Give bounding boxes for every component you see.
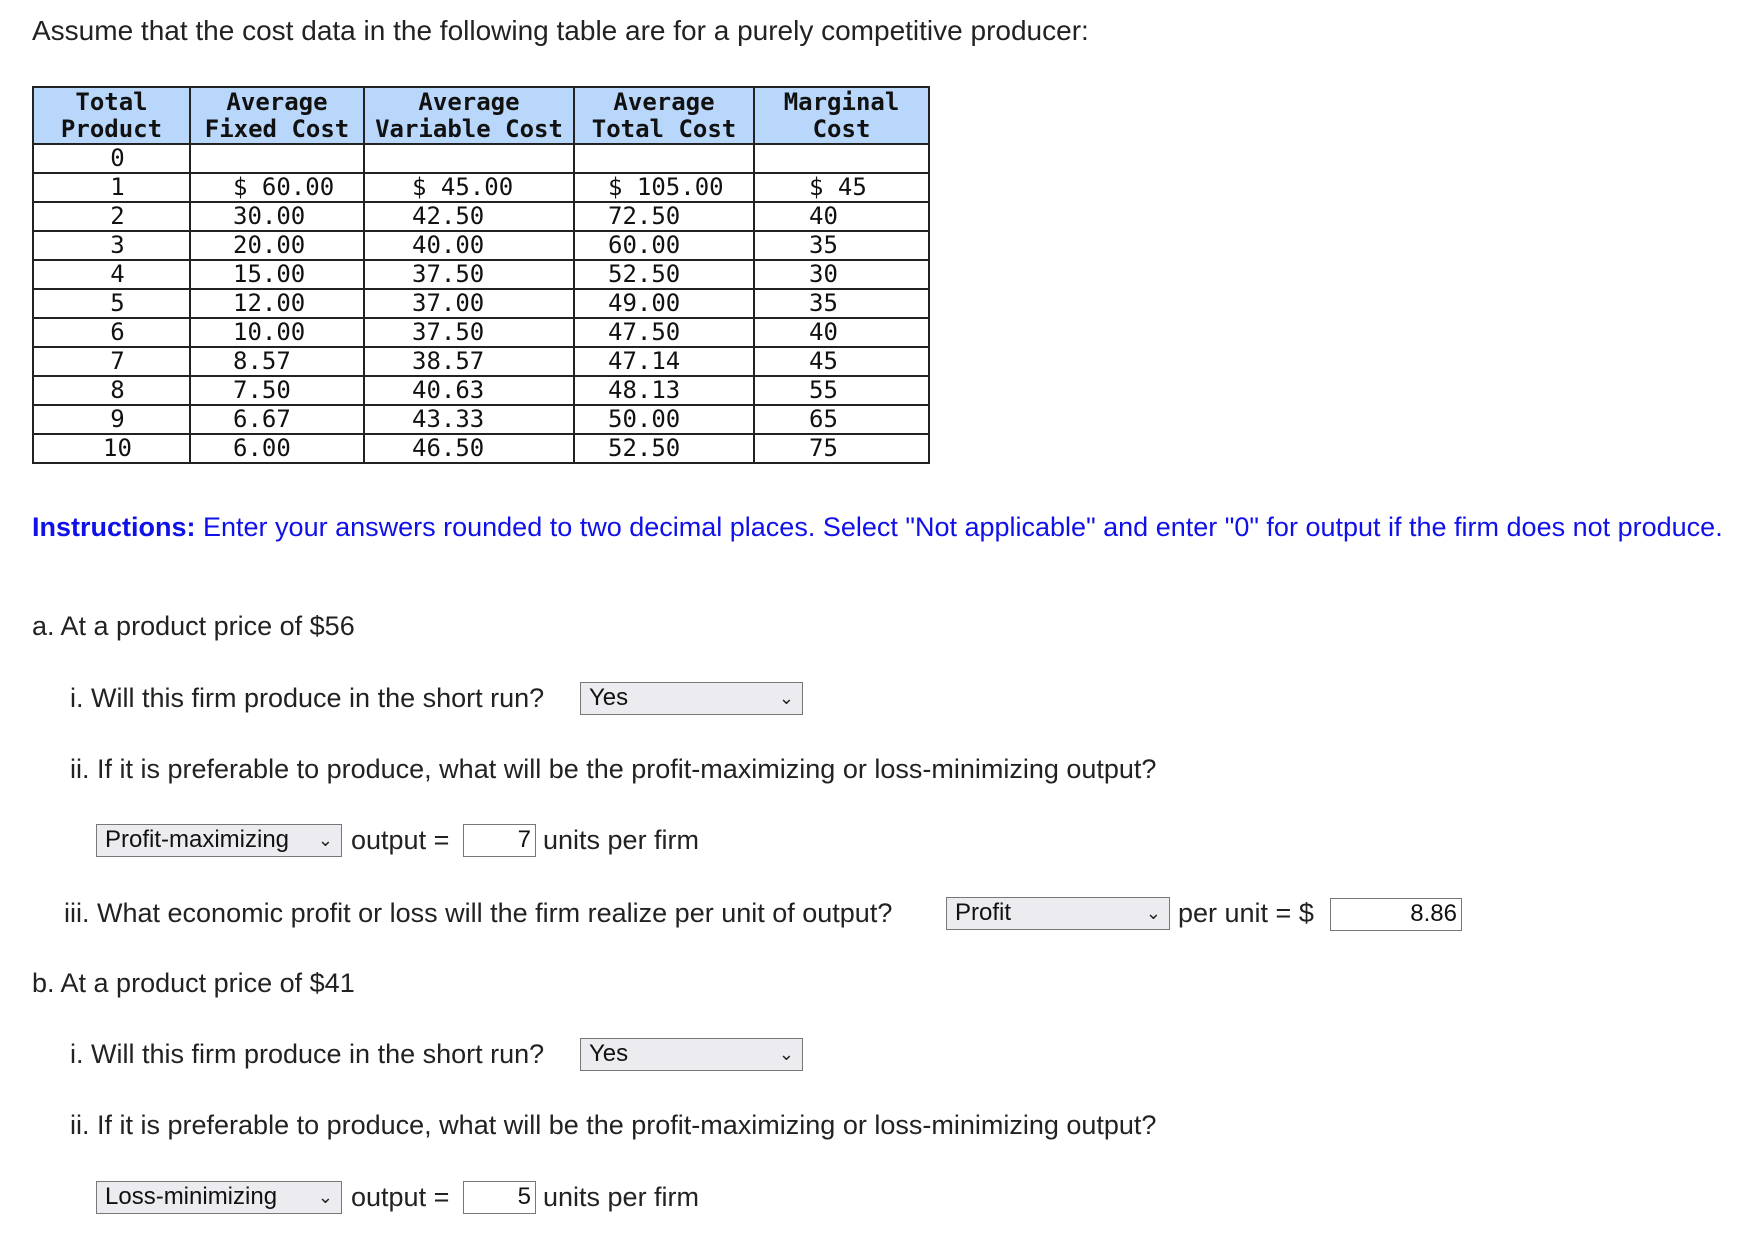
chevron-down-icon: ⌄ <box>778 688 794 708</box>
cell-average-variable-cost <box>364 144 574 173</box>
part-b-units-label: units per firm <box>543 1182 700 1212</box>
cell-average-fixed-cost: 30.00 <box>190 202 364 231</box>
intro-text: Assume that the cost data in the following table are for a purely competitive producer: <box>32 15 1089 46</box>
cell-average-total-cost <box>574 144 754 173</box>
table-row <box>33 260 929 289</box>
cell-average-fixed-cost: 6.67 <box>190 405 364 434</box>
cell-average-fixed-cost: 10.00 <box>190 318 364 347</box>
cell-average-fixed-cost: 20.00 <box>190 231 364 260</box>
instructions-label: Instructions: <box>32 512 196 542</box>
cell-marginal-cost: 55 <box>754 376 929 405</box>
cell-average-variable-cost: 46.50 <box>364 434 574 463</box>
part-b-output-type-select[interactable] <box>96 1181 342 1214</box>
cell-average-fixed-cost: 12.00 <box>190 289 364 318</box>
cell-average-variable-cost: 38.57 <box>364 347 574 376</box>
cell-average-fixed-cost: $ 60.00 <box>190 173 364 202</box>
part-a-q1-text: i. Will this firm produce in the short run? <box>70 683 545 713</box>
table-row <box>33 347 929 376</box>
cell-marginal-cost: 65 <box>754 405 929 434</box>
cell-total-product: 3 <box>33 231 190 260</box>
cell-average-total-cost: $ 105.00 <box>574 173 754 202</box>
part-a-output-input[interactable]: 7 <box>463 824 536 857</box>
cell-marginal-cost: 45 <box>754 347 929 376</box>
cell-total-product: 8 <box>33 376 190 405</box>
part-a-output-type-value: Profit-maximizing <box>105 826 290 853</box>
table-row <box>33 231 929 260</box>
cell-average-total-cost: 47.50 <box>574 318 754 347</box>
part-a-units-label: units per firm <box>543 825 700 855</box>
part-a-produce-select[interactable] <box>580 682 803 715</box>
cell-total-product: 2 <box>33 202 190 231</box>
header-average-variable-cost: Average Variable Cost <box>364 87 574 144</box>
part-b-heading: b. At a product price of $41 <box>32 968 355 998</box>
cell-average-total-cost: 50.00 <box>574 405 754 434</box>
cell-average-variable-cost: 42.50 <box>364 202 574 231</box>
part-b-output-input[interactable]: 5 <box>463 1181 536 1214</box>
cell-marginal-cost: 75 <box>754 434 929 463</box>
part-a-q2-text: ii. If it is preferable to produce, what will be the profit-maximizing or loss-minimizing output? <box>70 754 1157 784</box>
header-marginal-cost: Marginal Cost <box>754 87 929 144</box>
instructions <box>32 510 1732 545</box>
cell-marginal-cost: 40 <box>754 202 929 231</box>
cell-average-total-cost: 60.00 <box>574 231 754 260</box>
chevron-down-icon: ⌄ <box>1145 903 1161 923</box>
cell-average-variable-cost: 43.33 <box>364 405 574 434</box>
part-b-q1-text: i. Will this firm produce in the short run? <box>70 1039 545 1069</box>
part-a-per-unit-input[interactable]: 8.86 <box>1330 898 1462 931</box>
header-average-fixed-cost: Average Fixed Cost <box>190 87 364 144</box>
table-row <box>33 376 929 405</box>
cell-average-variable-cost: 40.63 <box>364 376 574 405</box>
cell-total-product: 4 <box>33 260 190 289</box>
cell-average-fixed-cost: 15.00 <box>190 260 364 289</box>
header-average-total-cost: Average Total Cost <box>574 87 754 144</box>
cell-average-variable-cost: 37.50 <box>364 318 574 347</box>
cell-marginal-cost <box>754 144 929 173</box>
cell-average-variable-cost: 37.00 <box>364 289 574 318</box>
cell-total-product: 1 <box>33 173 190 202</box>
part-b-q2-text: ii. If it is preferable to produce, what will be the profit-maximizing or loss-minimizing output? <box>70 1110 1157 1140</box>
chevron-down-icon: ⌄ <box>317 1187 333 1207</box>
chevron-down-icon: ⌄ <box>778 1044 794 1064</box>
cell-total-product: 7 <box>33 347 190 376</box>
cell-average-variable-cost: $ 45.00 <box>364 173 574 202</box>
cell-average-total-cost: 52.50 <box>574 260 754 289</box>
cell-average-variable-cost: 40.00 <box>364 231 574 260</box>
cell-average-total-cost: 47.14 <box>574 347 754 376</box>
part-a-per-unit-label: per unit = $ <box>1178 898 1314 928</box>
table-row <box>33 318 929 347</box>
table-row <box>33 202 929 231</box>
cell-total-product: 6 <box>33 318 190 347</box>
table-row <box>33 434 929 463</box>
cell-marginal-cost: $ 45 <box>754 173 929 202</box>
cell-marginal-cost: 35 <box>754 289 929 318</box>
cell-average-fixed-cost <box>190 144 364 173</box>
part-a-profit-loss-select[interactable] <box>946 897 1170 930</box>
table-row <box>33 405 929 434</box>
cell-average-total-cost: 52.50 <box>574 434 754 463</box>
part-b-produce-value: Yes <box>589 1040 629 1067</box>
cell-average-total-cost: 48.13 <box>574 376 754 405</box>
part-b-output-label: output = <box>351 1182 450 1212</box>
part-a-q3-text: iii. What economic profit or loss will the firm realize per unit of output? <box>64 898 893 928</box>
table-row <box>33 144 929 173</box>
instructions-text: Enter your answers rounded to two decimal places. Select "Not applicable" and enter "0" for output if the firm does not produce. <box>195 512 1723 542</box>
cell-marginal-cost: 40 <box>754 318 929 347</box>
chevron-down-icon: ⌄ <box>317 830 333 850</box>
cost-table <box>32 86 930 464</box>
cell-average-fixed-cost: 6.00 <box>190 434 364 463</box>
cell-total-product: 0 <box>33 144 190 173</box>
part-a-profit-loss-value: Profit <box>955 899 1012 926</box>
cell-average-total-cost: 72.50 <box>574 202 754 231</box>
cell-average-variable-cost: 37.50 <box>364 260 574 289</box>
cell-average-fixed-cost: 8.57 <box>190 347 364 376</box>
cell-total-product: 9 <box>33 405 190 434</box>
part-a-heading: a. At a product price of $56 <box>32 611 355 641</box>
cell-marginal-cost: 35 <box>754 231 929 260</box>
part-b-output-type-value: Loss-minimizing <box>105 1183 278 1210</box>
part-a-output-type-select[interactable] <box>96 824 342 857</box>
table-row <box>33 289 929 318</box>
cell-average-total-cost: 49.00 <box>574 289 754 318</box>
part-a-output-label: output = <box>351 825 450 855</box>
table-row <box>33 173 929 202</box>
cell-marginal-cost: 30 <box>754 260 929 289</box>
cell-total-product: 5 <box>33 289 190 318</box>
cell-total-product: 10 <box>33 434 190 463</box>
part-b-produce-select[interactable] <box>580 1038 803 1071</box>
part-a-produce-value: Yes <box>589 684 629 711</box>
table-header-row <box>33 87 929 144</box>
cell-average-fixed-cost: 7.50 <box>190 376 364 405</box>
header-total-product: Total Product <box>33 87 190 144</box>
